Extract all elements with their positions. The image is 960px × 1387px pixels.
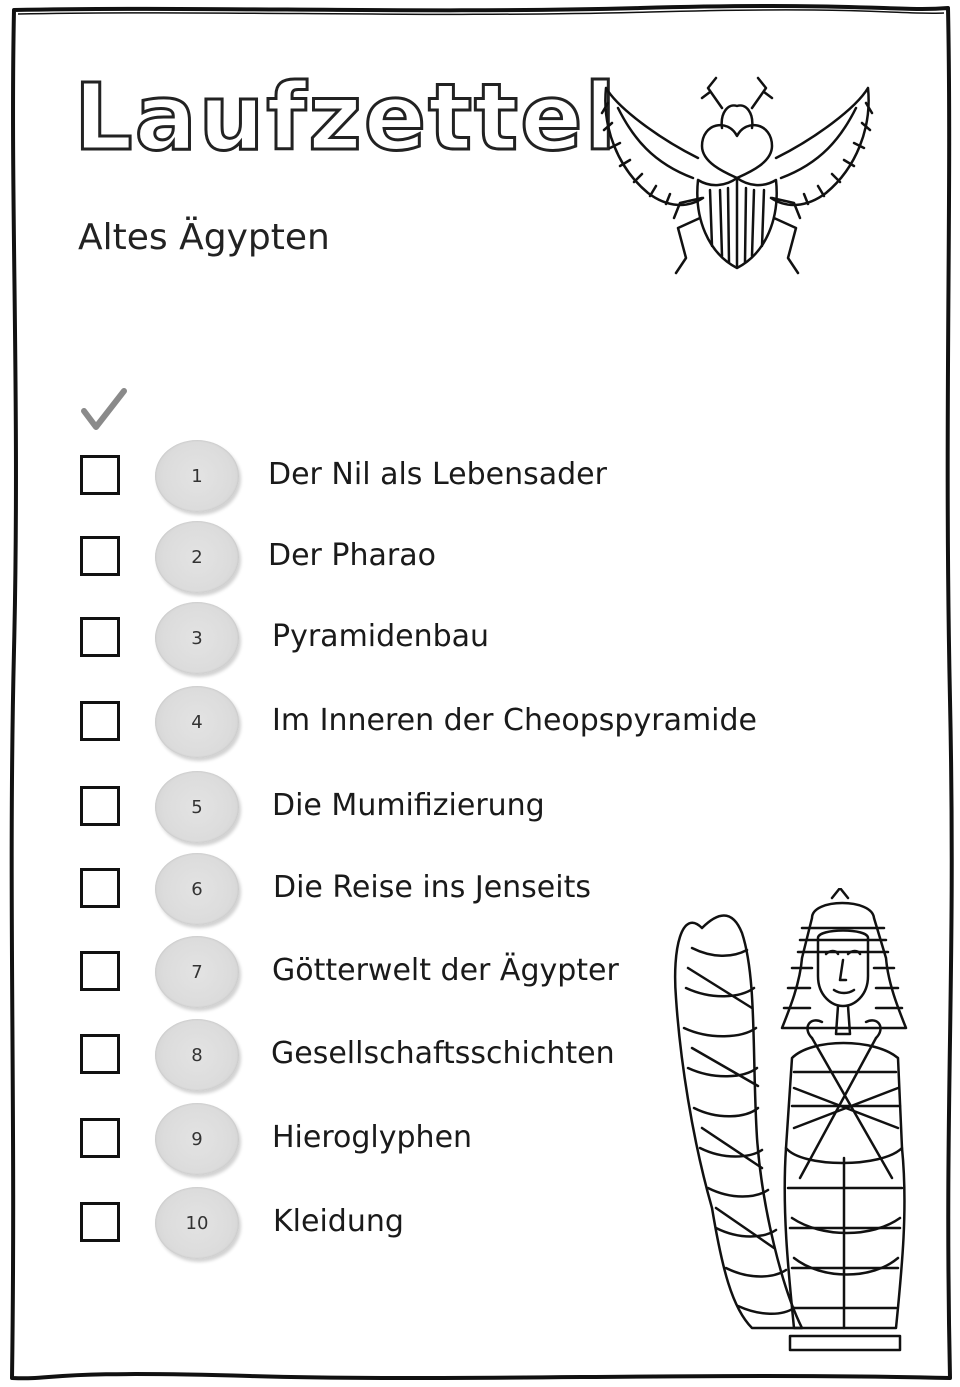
station-number-badge: 6 xyxy=(155,853,239,925)
station-label: Gesellschaftsschichten xyxy=(271,1036,615,1071)
list-item xyxy=(0,445,960,515)
checkbox[interactable] xyxy=(80,786,120,826)
checkbox[interactable] xyxy=(80,1034,120,1074)
station-number-badge: 1 xyxy=(155,440,239,512)
checkbox[interactable] xyxy=(80,951,120,991)
station-label: Die Mumifizierung xyxy=(272,788,545,823)
checkbox[interactable] xyxy=(80,536,120,576)
checkbox[interactable] xyxy=(80,701,120,741)
sarcophagus-mummy-illustration xyxy=(662,888,938,1356)
station-number-badge: 3 xyxy=(155,602,239,674)
checkbox[interactable] xyxy=(80,868,120,908)
station-label: Im Inneren der Cheopspyramide xyxy=(272,703,758,738)
station-label: Götterwelt der Ägypter xyxy=(272,953,619,988)
station-number-badge: 5 xyxy=(155,771,239,843)
station-label: Hieroglyphen xyxy=(272,1120,473,1155)
station-number-badge: 7 xyxy=(155,936,239,1008)
station-label: Der Pharao xyxy=(268,538,436,573)
station-label: Pyramidenbau xyxy=(272,619,490,654)
station-label: Der Nil als Lebensader xyxy=(268,457,607,492)
checkbox[interactable] xyxy=(80,1118,120,1158)
station-number-badge: 4 xyxy=(155,686,239,758)
page-title: Laufzettel xyxy=(74,64,619,171)
list-item xyxy=(0,607,960,677)
checkmark-icon xyxy=(80,385,128,433)
list-item xyxy=(0,526,960,596)
station-label: Kleidung xyxy=(273,1204,404,1239)
station-label: Die Reise ins Jenseits xyxy=(273,870,591,905)
checkbox[interactable] xyxy=(80,1202,120,1242)
station-number-badge: 8 xyxy=(155,1019,239,1091)
checkbox[interactable] xyxy=(80,455,120,495)
page-subtitle: Altes Ägypten xyxy=(78,217,330,258)
station-number-badge: 9 xyxy=(155,1103,239,1175)
list-item xyxy=(0,691,960,761)
scarab-illustration xyxy=(598,68,876,294)
list-item xyxy=(0,776,960,846)
station-number-badge: 10 xyxy=(155,1187,239,1259)
checkbox[interactable] xyxy=(80,617,120,657)
station-number-badge: 2 xyxy=(155,521,239,593)
